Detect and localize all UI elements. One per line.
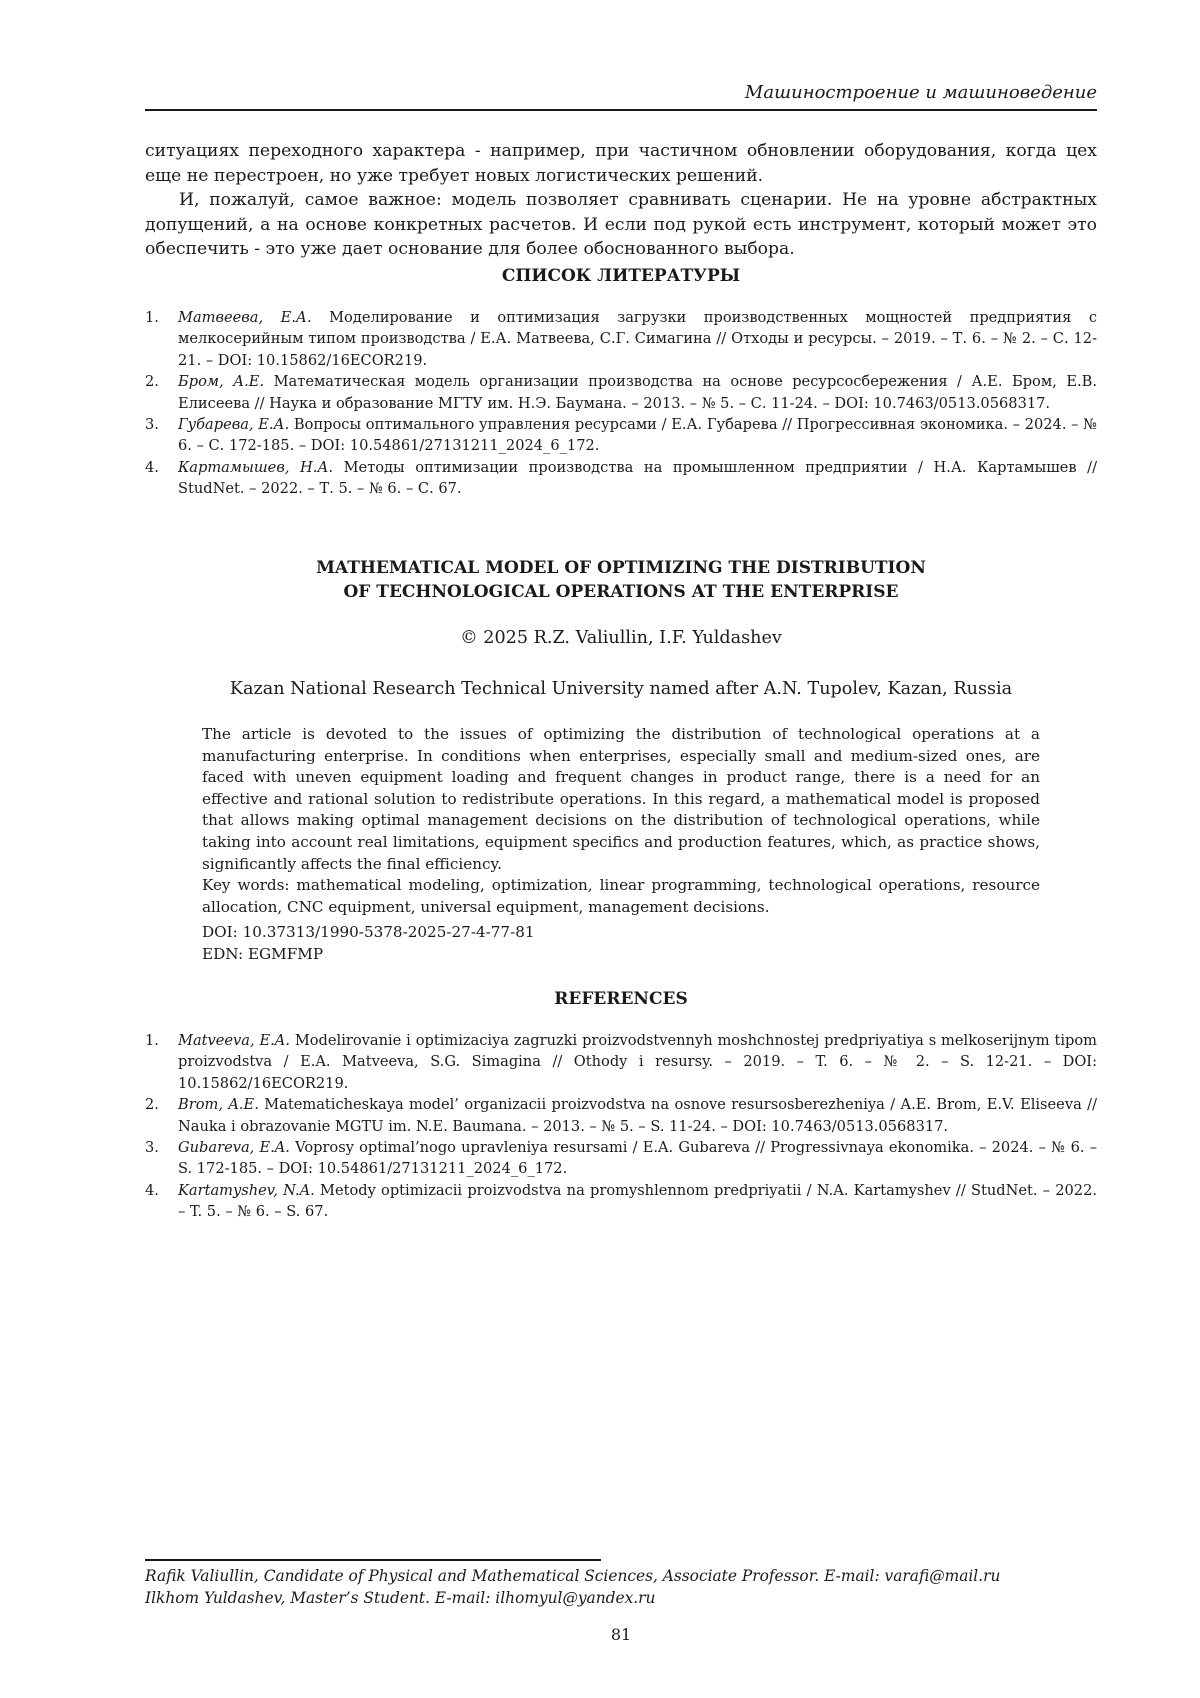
reference-text: Методы оптимизации производства на промышленном предприятии / Н.А. Картамышев // StudNet. – 2022. – Т. 5. – № 6. – С. 67. <box>178 459 1097 497</box>
footnote-line: Ilkhom Yuldashev, Master’s Student. E-mail: ilhomyul@yandex.ru <box>145 1587 1097 1609</box>
reference-text: Математическая модель организации производства на основе ресурсосбережения / А.Е. Бром, Е.В. Елисеева // Наука и образование МГТУ им. Н.Э. Баумана. – 2013. – № 5. – С. 11-24. – DOI: 10.7463/0513.0568317. <box>178 373 1097 411</box>
reference-item <box>145 457 1097 500</box>
reference-author: Brom, A.E. <box>178 1096 259 1113</box>
reference-author: Matveeva, E.A. <box>178 1032 290 1049</box>
reference-text: Моделирование и оптимизация загрузки производственных мощностей предприятия с мелкосерийным типом производства / Е.А. Матвеева, С.Г. Симагина // Отходы и ресурсы. – 2019. – Т. 6. – № 2. – С. 12-21. – DOI: 10.15862/16ECOR219. <box>178 309 1097 369</box>
reference-author: Картамышев, Н.А. <box>178 459 333 476</box>
edn: EDN: EGMFMP <box>202 944 1040 966</box>
english-authors: © 2025 R.Z. Valiullin, I.F. Yuldashev <box>145 626 1097 650</box>
reference-number: 4. <box>145 1180 159 1201</box>
footnote-line: Rafik Valiullin, Candidate of Physical and Mathematical Sciences, Associate Professor. E-mail: varafi@mail.ru <box>145 1565 1097 1587</box>
reference-author: Бром, А.Е. <box>178 373 264 390</box>
reference-text: Modelirovanie i optimizaciya zagruzki proizvodstvennyh moshchnostej predpriyatiya s melkoserijnym tipom proizvodstva / E.A. Matveeva, S.G. Simagina // Othody i resursy. – 2019. – T. 6. – № 2. – S. 12-21. – DOI: 10.15862/16ECOR219. <box>178 1032 1097 1092</box>
reference-number: 4. <box>145 457 159 478</box>
body-paragraph: И, пожалуй, самое важное: модель позволяет сравнивать сценарии. Не на уровне абстрактных допущений, а на основе конкретных расчетов. И если под рукой есть инструмент, который может это обеспечить - это уже дает основание для более обоснованного выбора. <box>145 188 1097 262</box>
doi: DOI: 10.37313/1990-5378-2025-27-4-77-81 <box>202 922 1040 944</box>
english-title-line: MATHEMATICAL MODEL OF OPTIMIZING THE DISTRIBUTION <box>145 556 1097 580</box>
reference-text: Matematicheskaya model’ organizacii proizvodstva na osnove resursosberezheniya / A.E. Brom, E.V. Eliseeva // Nauka i obrazovanie MGTU im. N.E. Baumana. – 2013. – № 5. – S. 11-24. – DOI: 10.7463/0513.0568317. <box>178 1096 1097 1134</box>
reference-number: 3. <box>145 414 159 435</box>
author-footnotes <box>145 1565 1097 1609</box>
reference-item <box>145 1094 1097 1137</box>
body-text <box>145 139 1097 262</box>
english-abstract <box>202 724 1040 966</box>
reference-number: 1. <box>145 1030 159 1051</box>
reference-text: Metody optimizacii proizvodstva na promyshlennom predpriyatii / N.A. Kartamyshev // StudNet. – 2022. – T. 5. – № 6. – S. 67. <box>178 1182 1097 1220</box>
references-en-list <box>145 1030 1097 1223</box>
references-ru-title: СПИСОК ЛИТЕРАТУРЫ <box>145 265 1097 287</box>
keywords: Key words: mathematical modeling, optimization, linear programming, technological operations, resource allocation, CNC equipment, universal equipment, management decisions. <box>202 875 1040 918</box>
reference-author: Губарева, Е.А. <box>178 416 289 433</box>
references-ru-list <box>145 307 1097 500</box>
reference-item <box>145 414 1097 457</box>
reference-author: Gubareva, E.A. <box>178 1139 290 1156</box>
footnote-rule <box>145 1559 601 1561</box>
reference-number: 2. <box>145 371 159 392</box>
references-en-title: REFERENCES <box>145 988 1097 1010</box>
reference-author: Kartamyshev, N.A. <box>178 1182 315 1199</box>
abstract-text: The article is devoted to the issues of optimizing the distribution of technological operations at a manufacturing enterprise. In conditions when enterprises, especially small and medium-sized ones, are faced with uneven equipment loading and frequent changes in product range, there is a need for an effective and rational solution to redistribute operations. In this regard, a mathematical model is proposed that allows making optimal management decisions on the distribution of technological operations, while taking into account real limitations, equipment specifics and production features, which, as practice shows, significantly affects the final efficiency. <box>202 724 1040 875</box>
reference-item <box>145 1137 1097 1180</box>
header-rule <box>145 109 1097 111</box>
english-article-title <box>145 556 1097 604</box>
reference-item <box>145 1180 1097 1223</box>
reference-item <box>145 371 1097 414</box>
reference-number: 3. <box>145 1137 159 1158</box>
page-number: 81 <box>145 1624 1097 1646</box>
reference-author: Матвеева, Е.А. <box>178 309 312 326</box>
english-affiliation: Kazan National Research Technical University named after A.N. Tupolev, Kazan, Russia <box>145 677 1097 701</box>
reference-number: 2. <box>145 1094 159 1115</box>
reference-item <box>145 307 1097 371</box>
reference-text: Вопросы оптимального управления ресурсами / Е.А. Губарева // Прогрессивная экономика. – 2024. – № 6. – С. 172-185. – DOI: 10.54861/27131211_2024_6_172. <box>178 416 1097 454</box>
english-title-line: OF TECHNOLOGICAL OPERATIONS AT THE ENTERPRISE <box>145 580 1097 604</box>
running-header: Машиностроение и машиноведение <box>145 82 1097 104</box>
reference-item <box>145 1030 1097 1094</box>
reference-number: 1. <box>145 307 159 328</box>
body-paragraph: ситуациях переходного характера - например, при частичном обновлении оборудования, когда цех еще не перестроен, но уже требует новых логистических решений. <box>145 139 1097 188</box>
reference-text: Voprosy optimal’nogo upravleniya resursami / E.A. Gubareva // Progressivnaya ekonomika. – 2024. – № 6. – S. 172-185. – DOI: 10.54861/27131211_2024_6_172. <box>178 1139 1097 1177</box>
